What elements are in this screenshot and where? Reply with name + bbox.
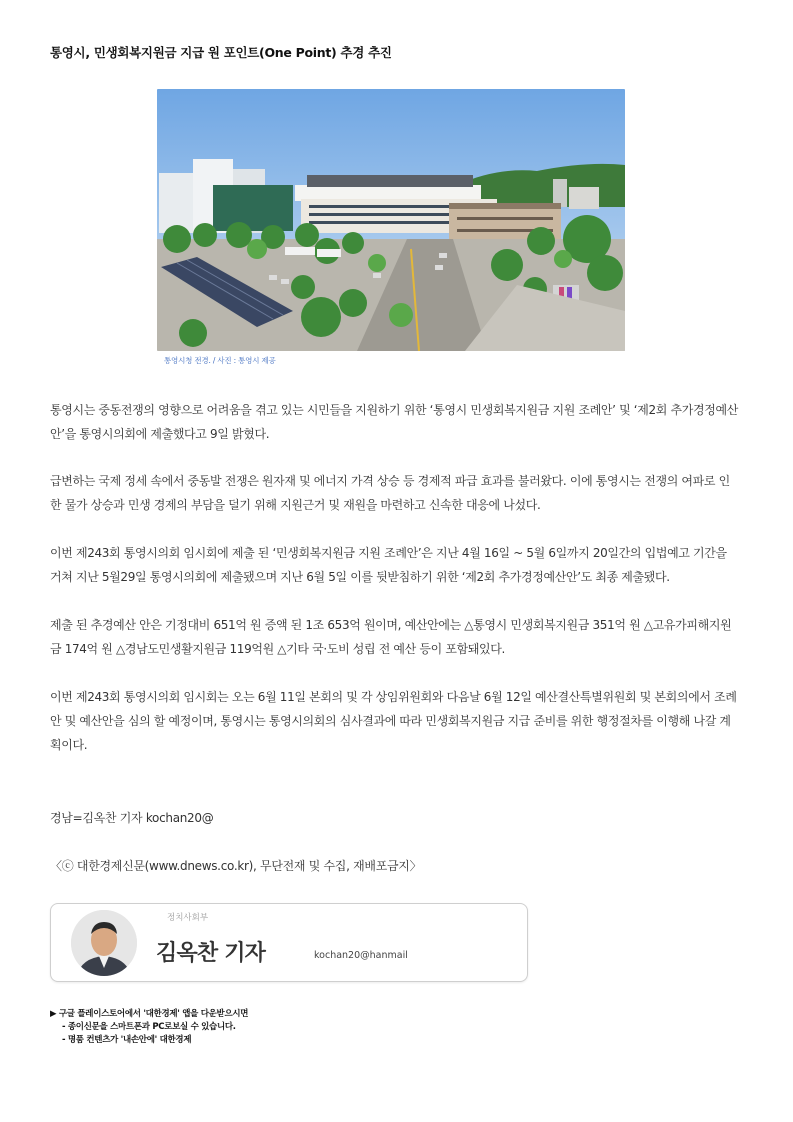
copyright-notice: 〈ⓒ 대한경제신문(www.dnews.co.kr), 무단전재 및 수집, 재배포금지〉 [50,859,422,873]
article-headline: 통영시, 민생회복지원금 지급 원 포인트(One Point) 추경 추진 [50,45,392,60]
reporter-email[interactable]: kochan20@hanmail [314,950,408,961]
article-paragraph: 급변하는 국제 정세 속에서 중동발 전쟁은 원자재 및 에너지 가격 상승 등 경제적 파급 효과를 불러왔다. 이에 통영시는 전쟁의 여파로 인한 물가 상승과 민생 경제의 부담을 덜기 위해 지원근거 및 재원을 마련하고 신속한 대응에 나섰다. [50,474,730,512]
app-promo [50,1008,248,1047]
article-photo [157,89,625,351]
article-byline: 경남=김옥찬 기자 kochan20@ [50,811,214,825]
article-paragraph: 이번 제243회 통영시의회 임시회에 제출 된 ‘민생회복지원금 지원 조례안’은 지난 4월 16일 ~ 5월 6일까지 20일간의 입법예고 기간을 거쳐 지난 5월29일 통영시의회에 제출됐으며 지난 6월 5일 이를 뒷받침하기 위한 ‘제2회 추가경정예산안’도 최종 제출됐다. [50,546,727,584]
reporter-card[interactable] [50,903,528,982]
article-paragraph: 제출 된 추경예산 안은 기정대비 651억 원 증액 된 1조 653억 원이며, 예산안에는 △통영시 민생회복지원금 351억 원 △고유가피해지원금 174억 원 △경남도민생활지원금 119억원 △기타 국·도비 성립 전 예산 등이 포함돼있다. [50,618,732,656]
reporter-avatar [71,910,137,976]
article-paragraph: 통영시는 중동전쟁의 영향으로 어려움을 겪고 있는 시민들을 지원하기 위한 ‘통영시 민생회복지원금 지원 조례안’ 및 ‘제2회 추가경정예산안’을 통영시의회에 제출했다고 9일 밝혔다. [50,403,738,441]
promo-line: ▶ 구글 플레이스토어에서 '대한경제' 앱을 다운받으시면 [50,1009,249,1019]
promo-line: - 명품 컨텐츠가 '내손안에' 대한경제 [62,1035,192,1045]
reporter-name: 김옥찬 기자 [156,941,266,966]
photo-caption: 통영시청 전경. / 사진 : 통영시 제공 [164,356,276,365]
article-paragraph: 이번 제243회 통영시의회 임시회는 오는 6월 11일 본회의 및 각 상임위원회와 다음날 6월 12일 예산결산특별위원회 및 본회의에서 조례안 및 예산안을 심의 할 예정이며, 통영시는 통영시의회의 심사결과에 따라 민생회복지원금 지급 준비를 위한 행정절차를 이행해 나갈 계획이다. [50,690,737,752]
promo-line: - 종이신문을 스마트폰과 PC로보실 수 있습니다. [62,1022,236,1032]
reporter-department: 정치사회부 [167,913,209,923]
